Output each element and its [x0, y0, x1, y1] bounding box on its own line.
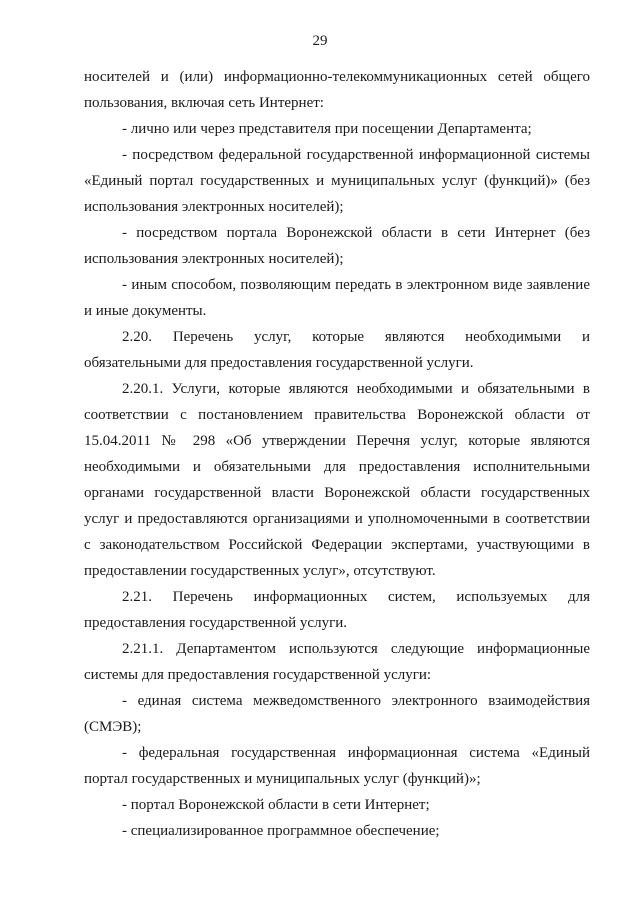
text-line: - лично или через представителя при посещении Департамента; [122, 121, 532, 137]
paragraph [84, 636, 590, 688]
text-line: услуг и предоставляются организациями и уполномоченными в соответствии [84, 511, 590, 527]
text-line: (СМЭВ); [84, 719, 142, 735]
text-line: с законодательством Российской Федерации экспертами, участвующими в [84, 537, 590, 553]
text-line: пользования, включая сеть Интернет: [84, 95, 324, 111]
text-line: предоставления государственной услуги. [84, 615, 348, 631]
list-item [84, 688, 590, 740]
text-line: 15.04.2011 № 298 «Об утверждении Перечня услуг, которые являются [84, 433, 590, 449]
paragraph [84, 584, 590, 636]
text-line: необходимыми и обязательными для предоставления исполнительными [84, 459, 590, 475]
text-line: - специализированное программное обеспечение; [122, 823, 440, 839]
list-item [84, 272, 590, 324]
page-number: 29 [312, 33, 328, 49]
list-item [84, 818, 590, 844]
text-line: - посредством федеральной государственной информационной системы [122, 147, 590, 163]
paragraph [84, 376, 590, 584]
paragraph [84, 324, 590, 376]
text-line: носителей и (или) информационно-телекоммуникационных сетей общего [84, 69, 590, 85]
paragraph [84, 64, 590, 116]
text-line: 2.21. Перечень информационных систем, используемых для [122, 589, 590, 605]
text-line: «Единый портал государственных и муниципальных услуг (функций)» (без [84, 173, 590, 189]
text-line: органами государственной власти Воронежской области государственных [84, 485, 590, 501]
text-line: - портал Воронежской области в сети Интернет; [122, 797, 430, 813]
text-line: соответствии с постановлением правительства Воронежской области от [84, 407, 590, 423]
text-line: обязательными для предоставления государственной услуги. [84, 355, 474, 371]
text-line: - посредством портала Воронежской области в сети Интернет (без [122, 225, 590, 241]
text-line: - единая система межведомственного электронного взаимодействия [122, 693, 590, 709]
list-item [84, 116, 590, 142]
text-line: портал государственных и муниципальных услуг (функций)»; [84, 771, 481, 787]
text-line: системы для предоставления государственной услуги: [84, 667, 432, 683]
text-line: - федеральная государственная информационная система «Единый [122, 745, 590, 761]
text-line: и иные документы. [84, 303, 207, 319]
list-item [84, 142, 590, 220]
text-line: - иным способом, позволяющим передать в электронном виде заявление [122, 277, 590, 293]
list-item [84, 220, 590, 272]
text-line: предоставлении государственных услуг», отсутствуют. [84, 563, 436, 579]
list-item [84, 792, 590, 818]
text-line: использования электронных носителей); [84, 251, 344, 267]
text-line: 2.20. Перечень услуг, которые являются необходимыми и [122, 329, 590, 345]
list-item [84, 740, 590, 792]
text-line: использования электронных носителей); [84, 199, 344, 215]
text-line: 2.21.1. Департаментом используются следующие информационные [122, 641, 590, 657]
text-line: 2.20.1. Услуги, которые являются необходимыми и обязательными в [122, 381, 590, 397]
